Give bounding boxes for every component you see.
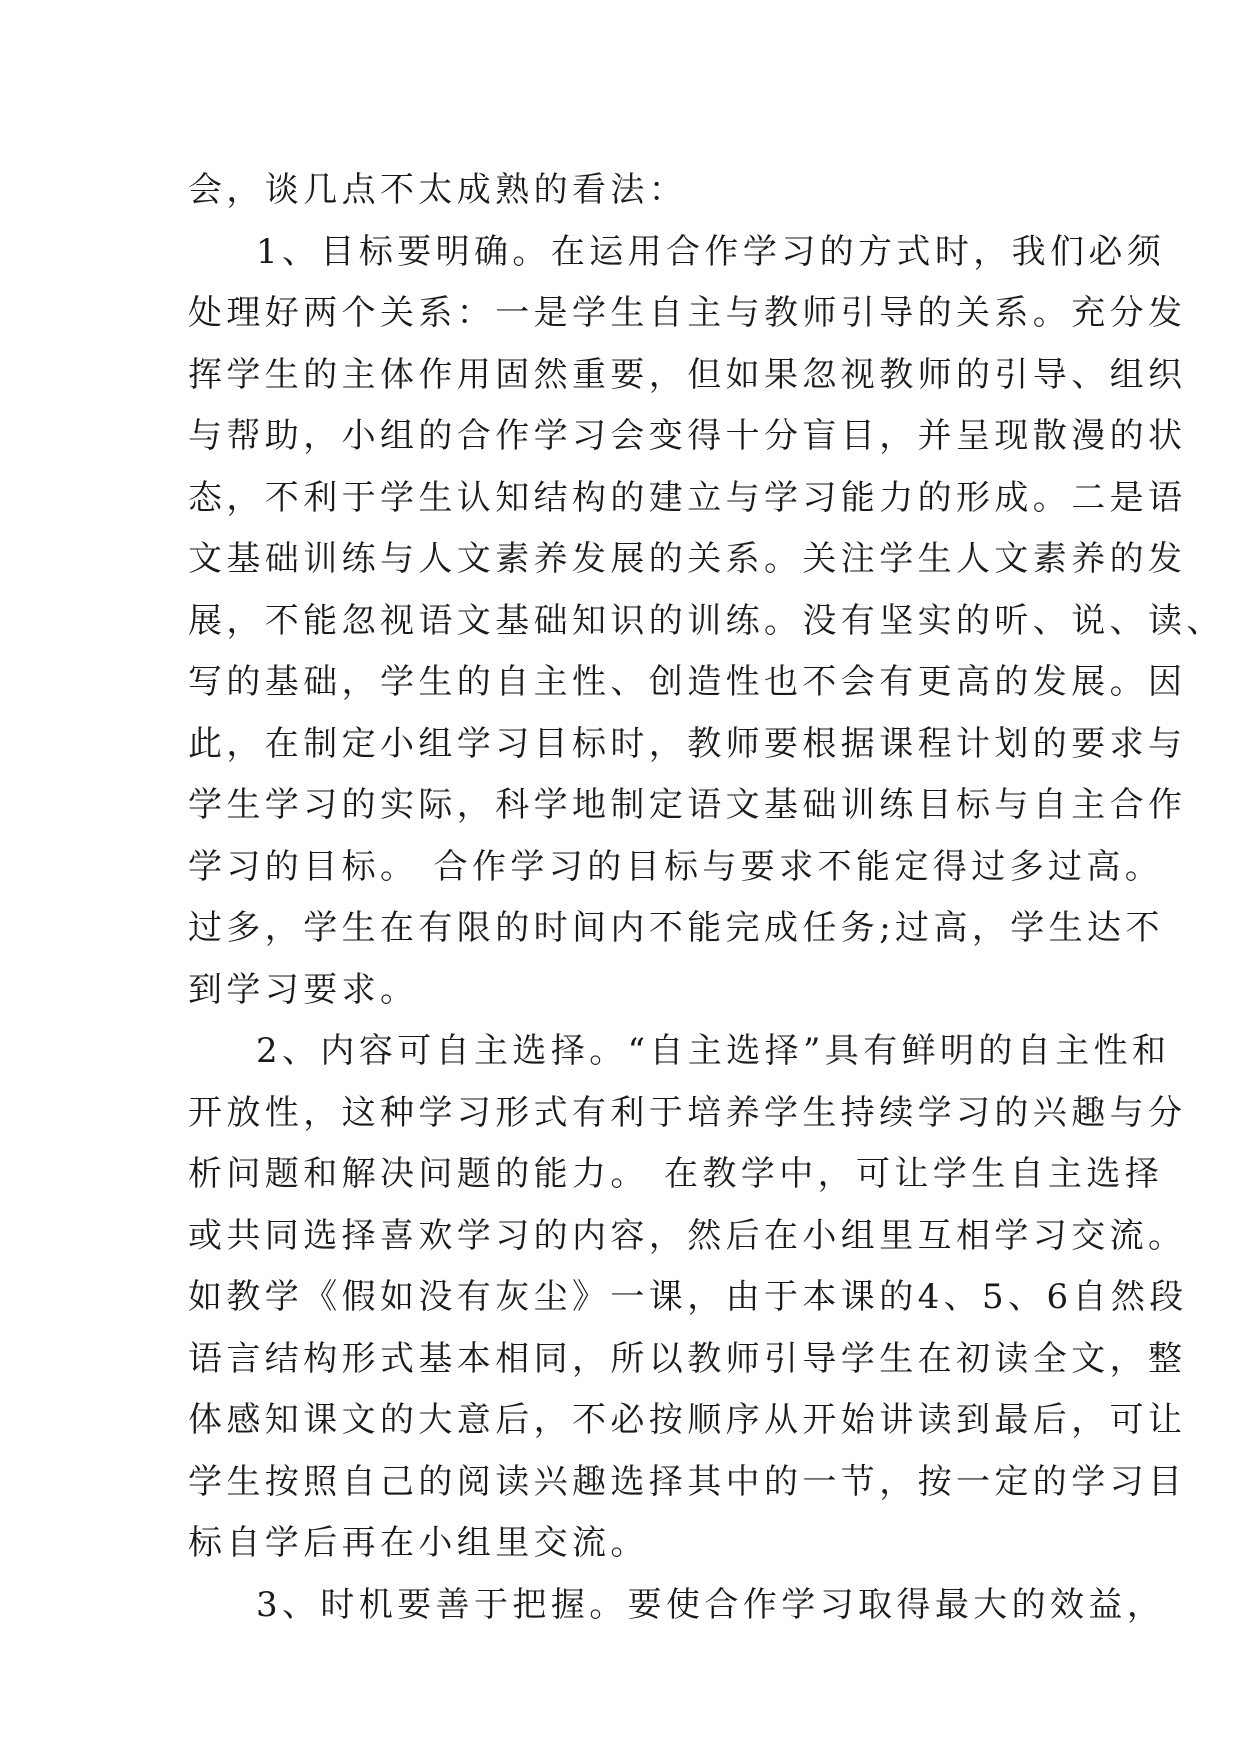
text-line: 如教学《假如没有灰尘》一课，由于本课的4、5、6自然段 — [188, 1277, 1188, 1317]
text-line: 展，不能忽视语文基础知识的训练。没有坚实的听、说、读、 — [188, 600, 1225, 641]
text-line: 2、内容可自主选择。“自主选择”具有鲜明的自主性和 — [256, 1031, 1171, 1071]
text-line: 语言结构形式基本相同，所以教师引导学生在初读全文，整 — [188, 1338, 1187, 1379]
text-line: 学生按照自己的阅读兴趣选择其中的一节，按一定的学习目 — [188, 1461, 1187, 1502]
text-line: 处理好两个关系：一是学生自主与教师引导的关系。充分发 — [188, 293, 1187, 333]
text-line: 标自学后再在小组里交流。 — [188, 1523, 649, 1563]
text-line: 1、目标要明确。在运用合作学习的方式时，我们必须 — [256, 231, 1166, 272]
text-line: 过多，学生在有限的时间内不能完成任务;过高，学生达不 — [188, 908, 1164, 948]
text-line: 文基础训练与人文素养发展的关系。关注学生人文素养的发 — [188, 539, 1187, 579]
text-line: 学习的目标。 合作学习的目标与要求不能定得过多过高。 — [188, 846, 1164, 887]
text-line: 到学习要求。 — [188, 969, 419, 1010]
text-line: 与帮助，小组的合作学习会变得十分盲目，并呈现散漫的状 — [188, 416, 1187, 456]
text-line: 态，不利于学生认知结构的建立与学习能力的形成。二是语 — [188, 477, 1187, 518]
text-line: 3、时机要善于把握。要使合作学习取得最大的效益， — [256, 1584, 1166, 1625]
text-line: 写的基础，学生的自主性、创造性也不会有更高的发展。因 — [188, 662, 1187, 702]
text-line: 或共同选择喜欢学习的内容，然后在小组里互相学习交流。 — [188, 1215, 1187, 1256]
text-line: 学生学习的实际，科学地制定语文基础训练目标与自主合作 — [188, 785, 1187, 825]
text-line: 此，在制定小组学习目标时，教师要根据课程计划的要求与 — [188, 723, 1187, 764]
text-line: 挥学生的主体作用固然重要，但如果忽视教师的引导、组织 — [188, 354, 1187, 395]
text-line: 开放性，这种学习形式有利于培养学生持续学习的兴趣与分 — [188, 1092, 1187, 1133]
document-body — [188, 160, 1225, 1636]
text-line: 会，谈几点不太成熟的看法： — [188, 170, 688, 210]
text-line: 体感知课文的大意后，不必按顺序从开始讲读到最后，可让 — [188, 1400, 1187, 1440]
text-line: 析问题和解决问题的能力。 在教学中，可让学生自主选择 — [188, 1154, 1164, 1194]
